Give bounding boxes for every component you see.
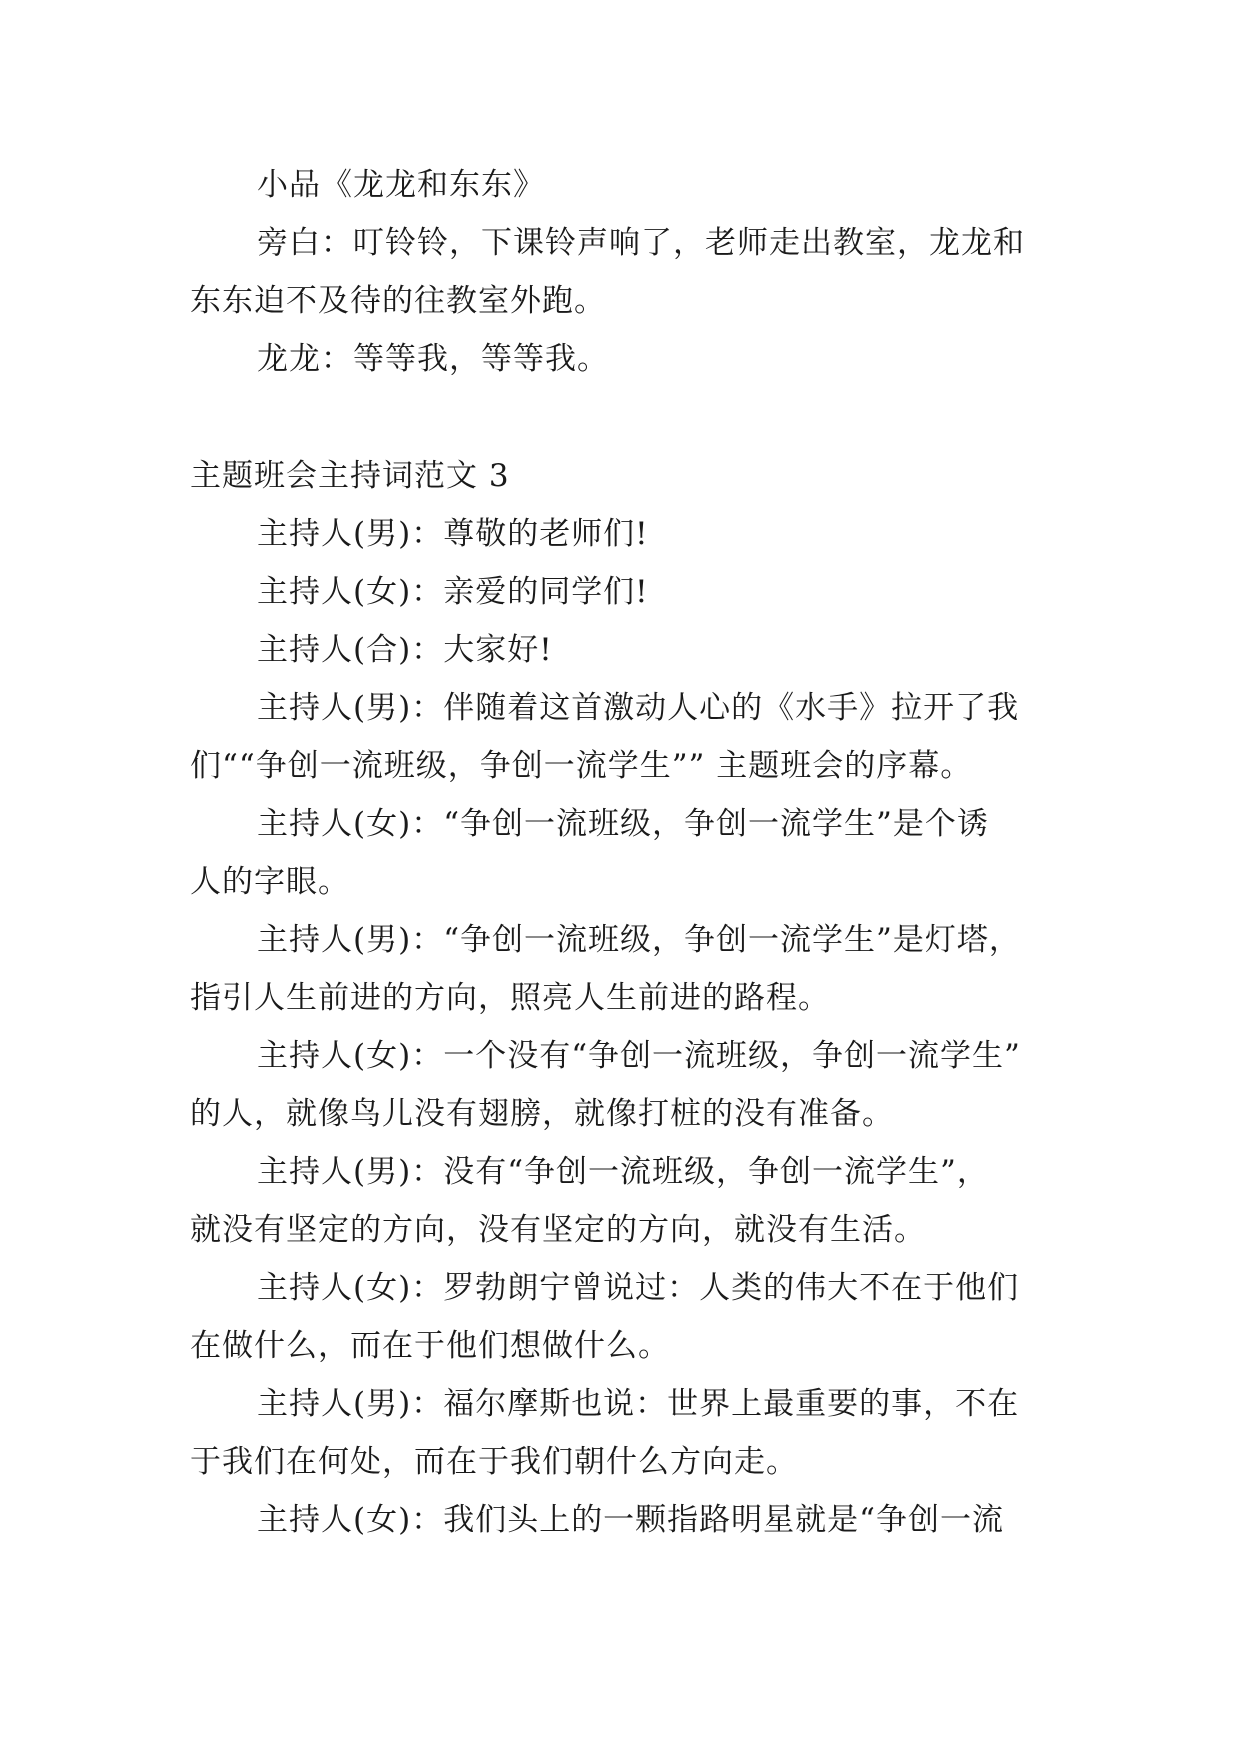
paragraph-line: 于我们在何处，而在于我们朝什么方向走。	[190, 1444, 798, 1480]
skit-title: 小品《龙龙和东东》	[257, 167, 545, 203]
section-heading: 主题班会主持词范文 3	[190, 458, 510, 494]
paragraph-line: 主持人(女)：罗勃朗宁曾说过：人类的伟大不在于他们	[257, 1270, 1020, 1306]
paragraph-line: 主持人(女)：亲爱的同学们!	[257, 574, 649, 610]
paragraph-line: 主持人(女)：我们头上的一颗指路明星就是“争创一流	[257, 1502, 1005, 1538]
paragraph-line: 主持人(男)：伴随着这首激动人心的《水手》拉开了我	[257, 690, 1020, 726]
paragraph-line: 人的字眼。	[190, 864, 350, 900]
paragraph-line: 旁白：叮铃铃，下课铃声响了，老师走出教室，龙龙和	[257, 225, 1025, 261]
paragraph-line: 东东迫不及待的往教室外跑。	[190, 283, 606, 319]
paragraph-line: 主持人(男)：“争创一流班级，争创一流学生”是灯塔，	[257, 922, 1021, 958]
paragraph-line: 在做什么，而在于他们想做什么。	[190, 1328, 670, 1364]
paragraph-line: 主持人(合)：大家好!	[257, 632, 553, 668]
paragraph-line: 主持人(男)：福尔摩斯也说：世界上最重要的事，不在	[257, 1386, 1020, 1422]
paragraph-line: 主持人(男)：没有“争创一流班级，争创一流学生”，	[257, 1154, 989, 1190]
paragraph-line: 龙龙：等等我，等等我。	[257, 341, 609, 377]
paragraph-line: 主持人(男)：尊敬的老师们!	[257, 516, 649, 552]
paragraph-line: 指引人生前进的方向，照亮人生前进的路程。	[190, 980, 830, 1016]
paragraph-line: 们““争创一流班级，争创一流学生”” 主题班会的序幕。	[190, 748, 973, 784]
paragraph-line: 主持人(女)：一个没有“争创一流班级，争创一流学生”	[257, 1038, 1021, 1074]
paragraph-line: 的人，就像鸟儿没有翅膀，就像打桩的没有准备。	[190, 1096, 894, 1132]
paragraph-line: 就没有坚定的方向，没有坚定的方向，就没有生活。	[190, 1212, 926, 1248]
paragraph-line: 主持人(女)：“争创一流班级，争创一流学生”是个诱	[257, 806, 989, 842]
